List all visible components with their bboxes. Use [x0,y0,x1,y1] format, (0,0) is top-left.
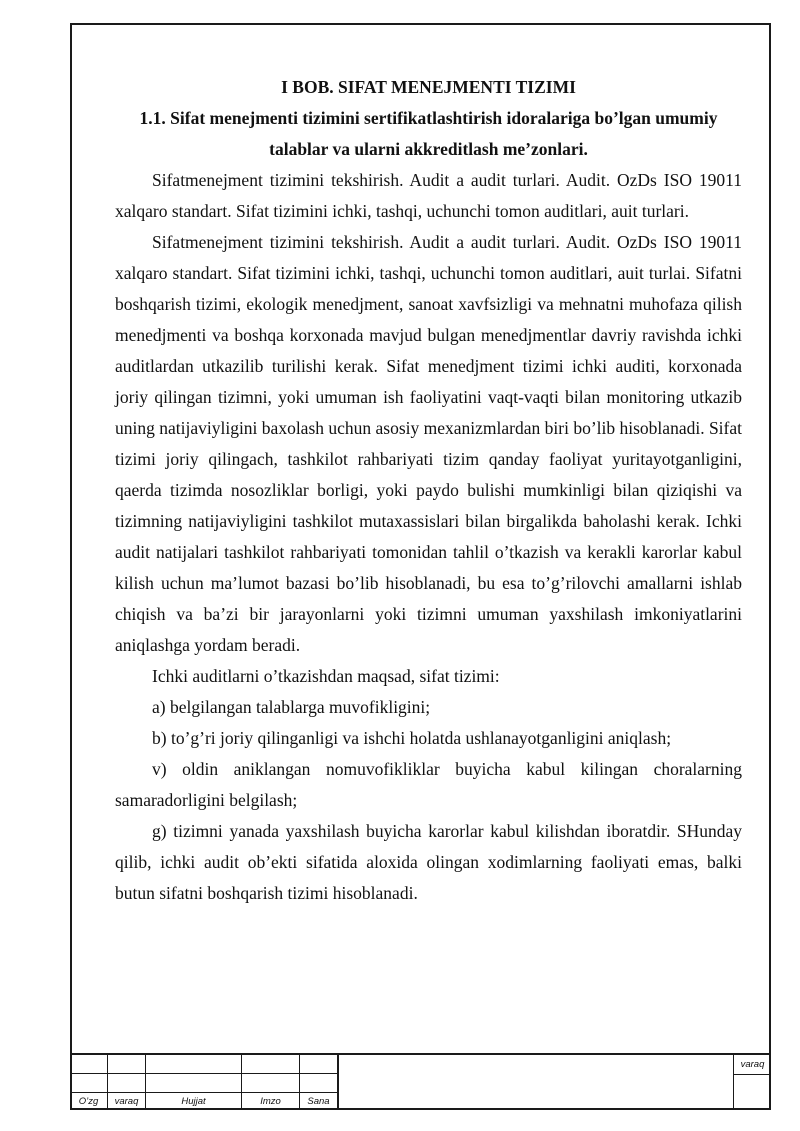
section-subtitle-line-1: 1.1. Sifat menejmenti tizimini sertifikatlashtirish idoralariga bo’lgan umumiy [139,108,718,128]
stamp-main-field [338,1055,733,1110]
paragraph: Sifatmenejment tizimini tekshirish. Audit a audit turlari. Audit. OzDs ISO 19011 xalqaro standart. Sifat tizimini ichki, tashqi, uchunchi tomon auditlari, auit turlari. [115,170,742,221]
stamp-grid [70,1055,338,1110]
list-item: g) tizimni yanada yaxshilash buyicha karorlar kabul kilishdan iboratdir. SHunday qilib, ichki audit ob’ekti sifatida aloxida olingan xodimlarning faoliyati emas, balki butun sifatni boshqarish tizimi hisoblanadi. [115,821,742,903]
stamp-cell [108,1055,146,1074]
paragraph: Ichki auditlarni o’tkazishdan maqsad, sifat tizimi: [152,666,500,686]
stamp-cell [300,1055,338,1074]
list-item: b) to’g’ri joriy qilinganligi va ishchi holatda ushlanayotganligini aniqlash; [152,728,672,748]
sheet-number-label: varaq [734,1055,771,1075]
stamp-cell [242,1055,300,1074]
stamp-label-date: Sana [300,1093,338,1111]
stamp-cell [242,1074,300,1093]
paragraph: Sifatmenejment tizimini tekshirish. Audit a audit turlari. Audit. OzDs ISO 19011 xalqaro standart. Sifat tizimini ichki, tashqi, uchunchi tomon auditlari, auit turlai. Sifatni boshqarish tizimi, ekologik menedjment, sanoat xavfsizligi va mehnatni muhofaza qilish menedjmenti va boshqa korxonada mavjud bulgan menedjmentlar davriy ravishda ichki auditlardan utkazilib turilishi kerak. Sifat menedjment tizimi ichki auditi, korxonada joriy qilingan tizimni, yoki umuman ish faoliyatini vaqt-vaqti bilan monitoring utkazib uning natijaviyligini baxolash uchun asosiy mexanizmlardan biri bo’lib hisoblanadi. Sifat tizimi joriy qilingach, tashkilot rahbariyati tizim qanday faoliyat yuritayotganligini, qaerda tizimda nosozliklar borligi, yoki paydo bulishi mumkinligi bilan qiziqishi va tizimning natijaviyligini tashkilot mutaxassislari bilan birgalikda baholashi kerak. Ichki audit natijalari tashkilot rahbariyati tomonidan tahlil o’tkazish va kerakli karorlar kabul kilish uchun ma’lumot bazasi bo’lib hisoblanadi, bu esa to’g’rilovchi amallarni ishlab chiqish va ba’zi bir jarayonlarni yoki tizimni umuman yaxshilash imkoniyatlarini aniqlashga yordam beradi. [115,232,742,655]
document-body [115,72,742,909]
list-item: a) belgilangan talablarga muvofikligini; [152,697,431,717]
stamp-cell [146,1055,242,1074]
stamp-label-document: Hujjat [146,1093,242,1111]
title-block-stamp [70,1053,771,1110]
stamp-cell [70,1074,108,1093]
stamp-label-sheet: varaq [108,1093,146,1111]
stamp-label-signature: Imzo [242,1093,300,1111]
chapter-title: I BOB. SIFAT MENEJMENTI TIZIMI [281,77,576,97]
stamp-label-change: O’zg [70,1093,108,1111]
section-subtitle-line-2: talablar va ularni akkreditlash me’zonlari. [269,139,588,159]
list-item: v) oldin aniklangan nomuvofikliklar buyicha kabul kilingan choralarning samaradorligini belgilash; [115,759,742,810]
stamp-cell [108,1074,146,1093]
stamp-cell [146,1074,242,1093]
stamp-cell [300,1074,338,1093]
stamp-cell [70,1055,108,1074]
sheet-number-box [733,1055,771,1110]
